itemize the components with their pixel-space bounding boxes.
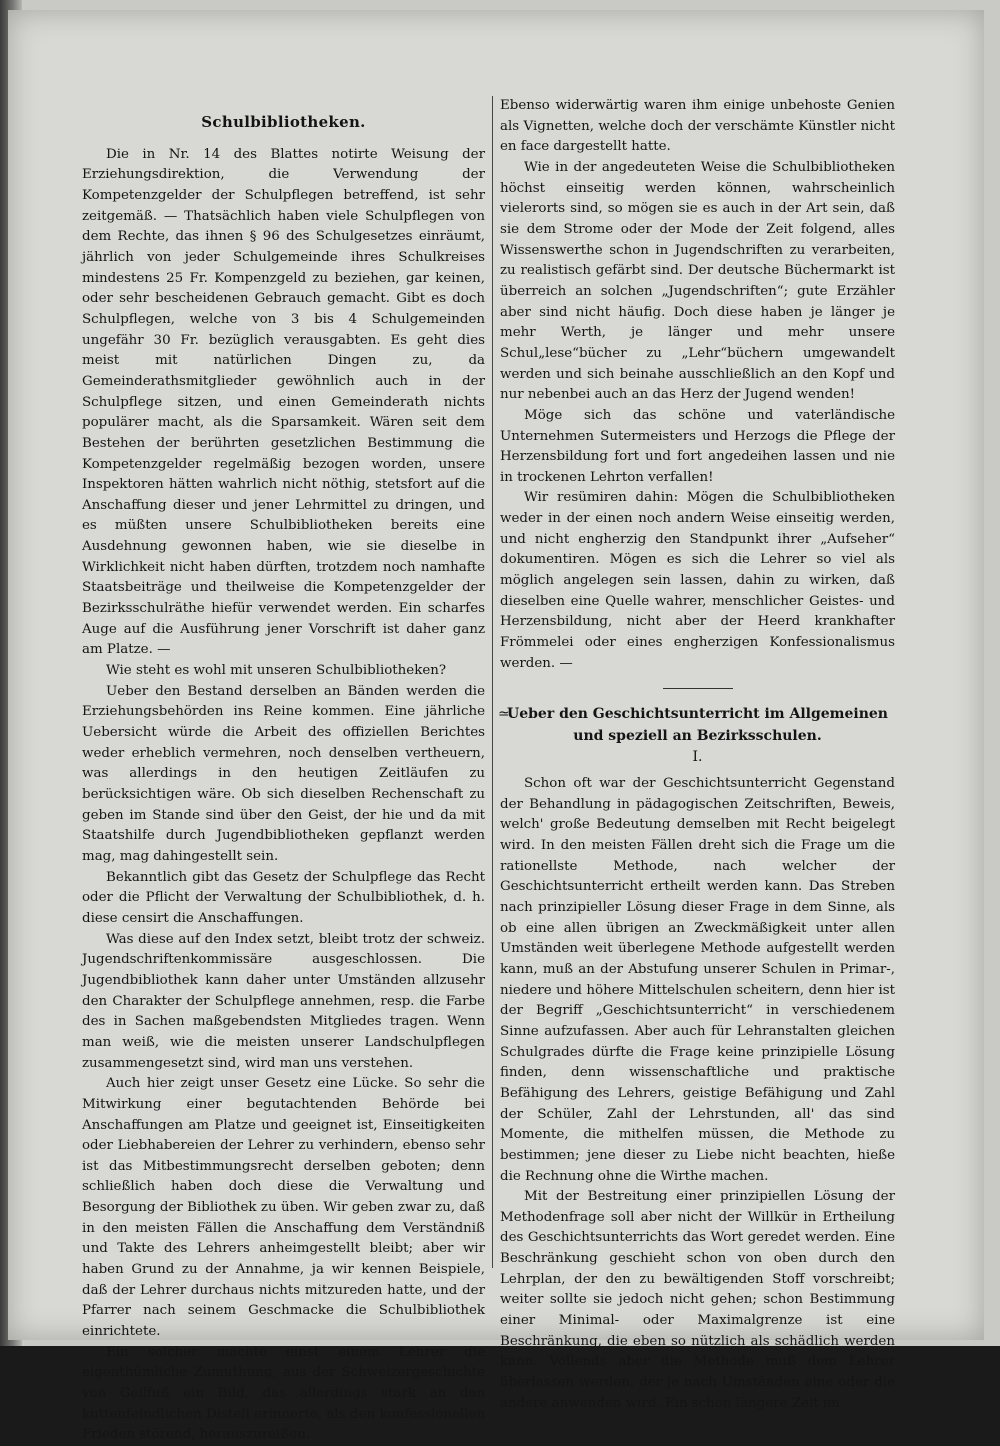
paragraph: Wie in der angedeuteten Weise die Schulbibliotheken höchst einseitig werden können, wahrscheinlich vielerorts sind, so mögen sie es auch in der Art sein, daß sie dem Strome oder der Mode der Zeit folgend, alles Wissenswerthe schon in Jugendschriften zu verarbeiten, zu realistisch gefärbt sind. Der deutsche Büchermarkt ist überreich an solchen „Jugendschriften“; gute Erzähler aber sind nicht häufig. Doch diese haben je länger je mehr Werth, je länger und mehr unsere Schul„lese“bücher zu „Lehr“büchern umgewandelt werden und sich beinahe ausschließlich an den Kopf und nur nebenbei auch an das Herz der Jugend wenden!: [500, 159, 895, 403]
section-title: Schulbibliotheken.: [201, 113, 366, 131]
column-divider: [492, 96, 493, 1268]
paragraph: Möge sich das schöne und vaterländische Unternehmen Sutermeisters und Herzogs die Pflege der Herzensbildung fort und fort angedeihen lassen und nie in trockenen Lehrton verfallen!: [500, 407, 895, 485]
paragraph: Schon oft war der Geschichtsunterricht Gegenstand der Behandlung in pädagogischen Zeitschriften, Beweis, welch' große Bedeutung demselben mit Recht beigelegt wird. In den meisten Fällen dreht sich die Frage um die rationellste Methode, nach welcher der Geschichtsunterricht ertheilt werden kann. Das Streben nach prinzipieller Lösung dieser Frage in dem Sinne, als ob eine allen übrigen an Zweckmäßigkeit unter allen Umständen weit überlegene Methode aufgestellt werden kann, muß an der Abstufung unserer Schulen in Primar-, niedere und höhere Mittelschulen scheitern, denn hier ist der Begriff „Geschichtsunterricht“ in verschiedenem Sinne aufzufassen. Aber auch für Lehranstalten gleichen Schulgrades dürfte die Frage keine prinzipielle Lösung finden, denn wissenschaftliche und praktische Befähigung des Lehrers, geistige Befähigung und Zahl der Schüler, Zahl der Lehrstunden, all' das sind Momente, die mithelfen müssen, die Methode zu bestimmen; jene dieser zu Liebe nicht beachten, hieße die Rechnung ohne die Wirthe machen.: [500, 776, 895, 1184]
paragraph: Ebenso widerwärtig waren ihm einige unbehoste Genien als Vignetten, welche doch der verschämte Künstler nicht en face dargestellt hatte.: [500, 98, 895, 155]
article-title-line: Ueber den Geschichtsunterricht im Allgemeinen: [507, 706, 888, 723]
article-part-number: I.: [692, 749, 703, 766]
article-title-line: und speziell an Bezirksschulen.: [573, 728, 822, 745]
separator-rule: [663, 688, 733, 689]
paragraph: Die in Nr. 14 des Blattes notirte Weisung der Erziehungsdirektion, die Verwendung der Kompetenzgelder der Schulpflegen betreffend, ist sehr zeitgemäß. — Thatsächlich haben viele Schulpflegen von dem Rechte, das ihnen § 96 des Schulgesetzes einräumt, jährlich von jeder Schulgemeinde ihres Schulkreises mindestens 25 Fr. Kompenzgeld zu beziehen, gar keinen, oder sehr bescheidenen Gebrauch gemacht. Gibt es doch Schulpflegen, welche von 3 bis 4 Schulgemeinden ungefähr 30 Fr. bezüglich verausgabten. Es geht dies meist mit natürlichen Dingen zu, da Gemeinderathsmitglieder gewöhnlich auch in der Schulpflege sitzen, und einen Gemeinderath nichts populärer macht, als die Sparsamkeit. Wären seit dem Bestehen der berührten gesetzlichen Bestimmung die Kompetenzgelder regelmäßig bezogen worden, unsere Inspektoren hätten wahrlich nicht nöthig, stetsfort auf die Anschaffung dieser und jener Lehrmittel zu dringen, und es müßten unsere Schulbibliotheken bereits eine Ausdehnung gewonnen haben, wie sie dieselbe in Wirklichkeit nicht haben dürften, trotzdem noch namhafte Staatsbeiträge und theilweise die Kompetenzgelder der Bezirksschulräthe hiefür verwendet werden. Ein scharfes Auge auf die Ausführung jener Vorschrift ist daher ganz am Platze. —: [82, 146, 485, 658]
paragraph: Bekanntlich gibt das Gesetz der Schulpflege das Recht oder die Pflicht der Verwaltung der Schulbibliothek, d. h. diese censirt die Anschaffungen.: [82, 869, 485, 926]
paragraph: Was diese auf den Index setzt, bleibt trotz der schweiz. Jugendschriftenkommissäre ausgeschlossen. Die Jugendbibliothek kann daher unter Umständen allzusehr den Charakter der Schulpflege annehmen, resp. die Farbe des in Sachen maßgebendsten Mitgliedes tragen. Wenn man weiß, wie die meisten unserer Landschulpflegen zusammengesetzt sind, wird man uns verstehen.: [82, 931, 485, 1071]
paragraph: Ueber den Bestand derselben an Bänden werden die Erziehungsbehörden ins Reine kommen. Eine jährliche Uebersicht würde die Arbeit des offiziellen Berichtes weder erheblich vermehren, noch denselben vertheuern, was allerdings in den heutigen Zeitläufen zu berücksichtigen wäre. Ob sich dieselben Rechenschaft zu geben im Stande sind über den Geist, der hie und da mit Staatshilfe durch Jugendbibliotheken gepflanzt werden mag, mag dahingestellt sein.: [82, 683, 485, 864]
article-symbol: ≃: [498, 706, 510, 723]
article-title: [500, 703, 895, 747]
paragraph: Wie steht es wohl mit unseren Schulbibliotheken?: [106, 663, 447, 679]
right-column: [500, 96, 895, 1414]
paragraph: Auch hier zeigt unser Gesetz eine Lücke. So sehr die Mitwirkung einer begutachtenden Behörde bei Anschaffungen am Platze und geeignet ist, Einseitigkeiten oder Liebhabereien der Lehrer zu verhindern, ebenso sehr ist das Mitbestimmungsrecht derselben geboten; denn schließlich haben doch diese die Verwaltung und Besorgung der Bibliothek zu üben. Wir geben zwar zu, daß in den meisten Fällen die Anschaffung dem Verständniß und Takte des Lehrers anheimgestellt bleibt; aber wir haben Grund zu der Annahme, ja wir kennen Beispiele, daß der Lehrer durchaus nichts mitzureden hatte, und der Pfarrer nach seinem Geschmacke die Schulbibliothek einrichtete.: [82, 1076, 485, 1340]
left-column: [82, 112, 485, 1446]
paragraph: Wir resümiren dahin: Mögen die Schulbibliotheken weder in der einen noch andern Weise einseitig werden, und nicht engherzig den Standpunkt ihrer „Aufseher“ dokumentiren. Mögen es sich die Lehrer so viel als möglich angelegen sein lassen, dahin zu wirken, daß dieselben eine Quelle wahrer, menschlicher Geistes- und Herzensbildung, nicht aber der Heerd krankhafter Frömmelei oder eines engherzigen Konfessionalismus werden. —: [500, 490, 895, 671]
paragraph: Mit der Bestreitung einer prinzipiellen Lösung der Methodenfrage soll aber nicht der Willkür in Ertheilung des Geschichtsunterrichts das Wort geredet werden. Eine Beschränkung geschieht schon von oben durch den Lehrplan, der den zu bewältigenden Stoff vorschreibt; weiter sollte sie jedoch nicht gehen; schon Bestimmung einer Minimal- oder Maximalgrenze ist eine Beschränkung, die eben so nützlich als schädlich werden kann. Vollends aber die Methode muß dem Lehrer überlassen werden, der je nach Umständen eine oder die andere anwenden wird. Ein schon längere Zeit im: [500, 1189, 895, 1411]
paragraph: Ein solcher machte einst einem Lehrer die eigenthümliche Zumuthung, aus der Schweizergeschichte von Geilfuß ein Bild, das allerdings stark an den kuttenfeindlichen Disteli erinnerte, als den konfessionellen Frieden störend, herauszureißen.: [82, 1344, 485, 1443]
